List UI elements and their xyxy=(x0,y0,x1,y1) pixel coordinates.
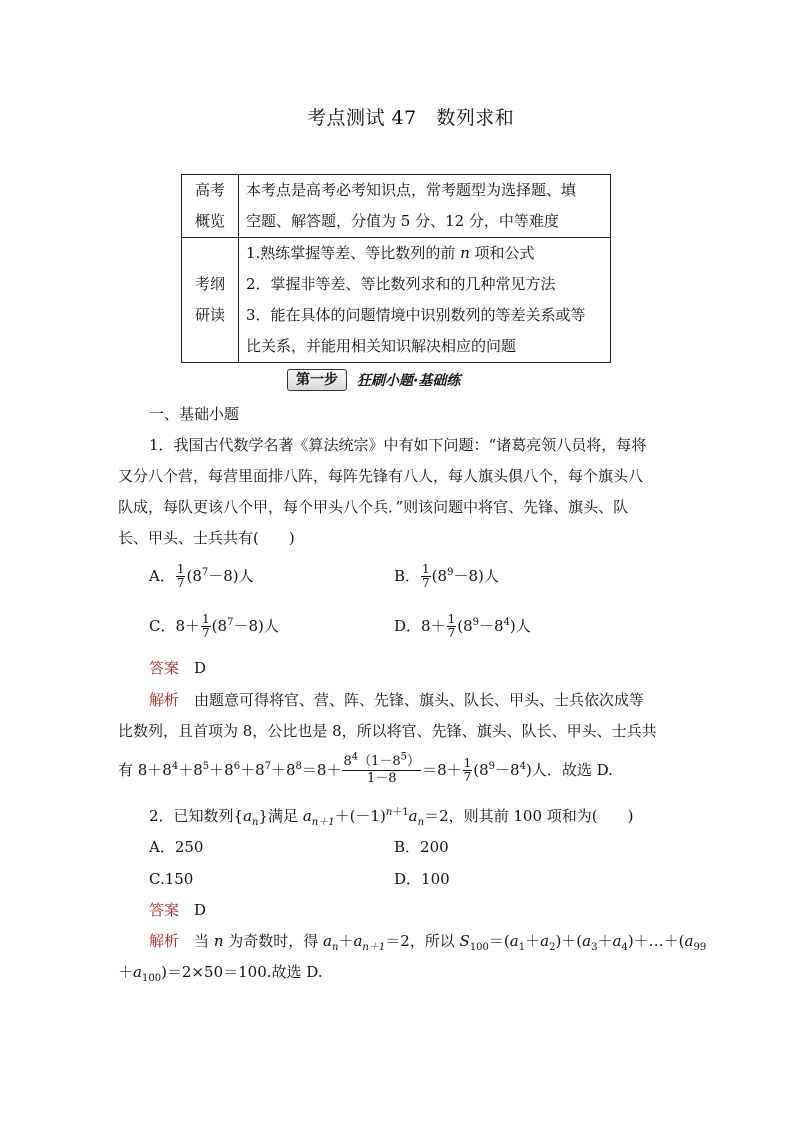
page-title: 考点测试 47 数列求和 xyxy=(307,107,515,129)
q1-option-d: D． 8＋ $\frac{1}{7}$ $(8^9-8^4)$人 xyxy=(394,611,531,640)
overview-row-kaogang xyxy=(182,238,611,363)
overview-body-kaogang: 1.熟练掌握等差、等比数列的前 n 项和公式 2．掌握非等差、等比数列求和的几种常见方法 3．能在具体的问题情境中识别数列的等差关系或等 比关系，并能用相关知识解决相应的问题 xyxy=(239,238,611,363)
q2-option-a: A．250 xyxy=(149,838,204,856)
overview-row-gaokao xyxy=(182,175,611,238)
overview-body-gaokao: 本考点是高考必考知识点，常考题型为选择题、填 空题、解答题，分值为 5 分、12 分，中等难度 xyxy=(239,175,611,238)
analysis-label: 解析 xyxy=(149,691,180,709)
q2-analysis-line1: 解析 当 n 为奇数时，得 $a_n+a_{n+1}=2$，所以 $S_{100}=(a_1+a_2)+(a_3+a_4)+\dots+(a_{99}$ xyxy=(149,932,707,953)
step-badge: 第一步 xyxy=(287,369,347,391)
analysis-label: 解析 xyxy=(149,932,180,950)
overview-head-gaokao: 高考 概览 xyxy=(182,175,239,238)
overview-head-kaogang: 考纲 研读 xyxy=(182,238,239,363)
q1-analysis-formula: 有 $8+8^4+8^5+8^6+8^7+8^8=8+$ $\frac{8^4(1-8^5)}{1-8}$ ＝8＋ $\frac{1}{7}$ $(8^9-8^4)$人 ．故选 D. xyxy=(118,751,613,786)
q1-answer: 答案 D xyxy=(149,659,207,677)
q1-text-line1: 1．我国古代数学名著《算法统宗》中有如下问题：“诸葛亮领八员将，每将 xyxy=(149,436,647,454)
overview-table xyxy=(181,174,611,363)
q2-text: 2．已知数列$\{a_n\}$满足 $a_{n+1}+(-1)^{n+1}a_n=2$，则其前 100 项和为( ) xyxy=(149,807,634,828)
step-banner xyxy=(287,369,460,391)
q1-text-line3: 队成，每队更该八个甲，每个甲头八个兵．”则该问题中将官、先锋、旗头、队 xyxy=(118,498,629,516)
q2-analysis-line2: $+a_{100})=2\times 50=100$.故选 D. xyxy=(118,963,323,984)
q1-analysis-line2: 比数列，且首项为 8，公比也是 8，所以将官、先锋、旗头、队长、甲头、士兵共 xyxy=(118,722,657,740)
answer-label: 答案 xyxy=(149,901,180,919)
q1-analysis-line1: 解析 由题意可得将官、营、阵、先锋、旗头、队长、甲头、士兵依次成等 xyxy=(149,691,645,709)
step-banner-text: 狂刷小题·基础练 xyxy=(357,373,461,389)
q1-option-b: B． $\frac{1}{7}$ $(8^9-8)$人 xyxy=(394,561,499,590)
q1-text-line2: 又分八个营，每营里面排八阵，每阵先锋有八人，每人旗头俱八个，每个旗头八 xyxy=(118,467,644,485)
q2-option-c: C.150 xyxy=(149,870,194,888)
q2-option-b: B．200 xyxy=(394,838,449,856)
q1-option-c: C． 8＋ $\frac{1}{7}$ $(8^7-8)$人 xyxy=(149,611,279,640)
q1-option-a: A． $\frac{1}{7}$ $(8^7-8)$人 xyxy=(149,561,254,590)
q2-answer: 答案 D xyxy=(149,901,207,919)
section-heading: 一、基础小题 xyxy=(149,405,240,423)
answer-label: 答案 xyxy=(149,659,180,677)
q2-option-d: D．100 xyxy=(394,870,450,888)
q1-text-line4: 长、甲头、士兵共有( ) xyxy=(118,529,295,547)
